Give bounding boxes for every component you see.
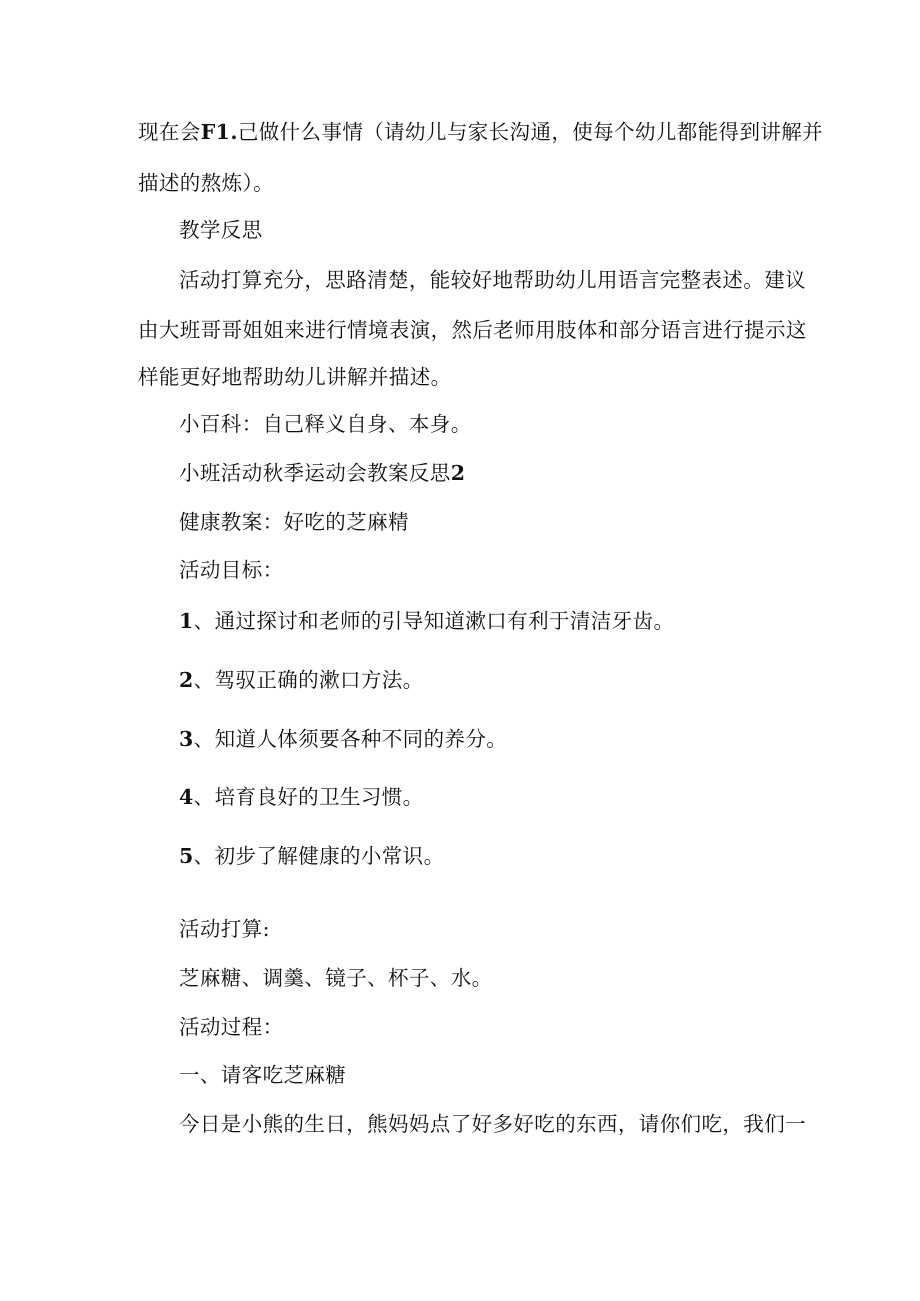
goal-number: 1 [179,609,194,633]
goal-number: 4 [179,785,194,809]
step1-text: 今日是小熊的生日，熊妈妈点了好多好吃的东西，请你们吃，我们一 [179,1112,806,1136]
reflection-line-1: 活动打算充分，思路清楚，能较好地帮助幼儿用语言完整表述。建议 [179,268,806,292]
goal-item [179,607,674,635]
step1-heading: 一、请客吃芝麻糖 [179,1063,347,1087]
goal-text: 、培育良好的卫生习惯。 [193,785,424,809]
goal-item [179,666,424,694]
goal-text: 、驾驭正确的漱口方法。 [193,668,424,692]
goal-item [179,783,424,811]
prep-heading: 活动打算: [179,917,270,941]
prep-items: 芝麻糖、调羹、镜子、杯子、水。 [179,966,493,990]
goal-item [179,725,507,753]
goal-number: 3 [179,727,194,751]
intro-line-1 [138,118,823,146]
lesson-subject: 健康教案：好吃的芝麻精 [179,510,409,534]
goal-text: 、初步了解健康的小常识。 [193,844,445,868]
lesson-title-number: 2 [450,461,466,485]
goal-number: 5 [179,844,194,868]
intro-line-2: 描述的熬炼）。 [138,171,275,195]
goal-number: 2 [179,668,194,692]
lesson-title [179,459,465,487]
goal-text: 、知道人体须要各种不同的养分。 [193,727,508,751]
encyclopedia-note: 小百科：自己释义自身、本身。 [179,412,472,436]
process-heading: 活动过程： [179,1015,284,1039]
lesson-title-text: 小班活动秋季运动会教案反思 [179,461,451,485]
intro-line-1-pre: 现在会 [138,120,201,144]
reflection-heading: 教学反思 [179,218,263,242]
reflection-line-2: 由大班哥哥姐姐来进行情境表演，然后老师用肢体和部分语言进行提示这 [138,318,807,342]
intro-line-1-bold: F1. [200,120,238,144]
intro-line-1-post: 己做什么事情（请幼儿与家长沟通，使每个幼儿都能得到讲解并 [237,120,824,144]
reflection-line-3: 样能更好地帮助幼儿讲解并描述。 [138,365,452,389]
goal-text: 、通过探讨和老师的引导知道漱口有利于清洁牙齿。 [193,609,675,633]
goals-heading: 活动目标： [179,558,284,582]
goal-item [179,842,444,870]
